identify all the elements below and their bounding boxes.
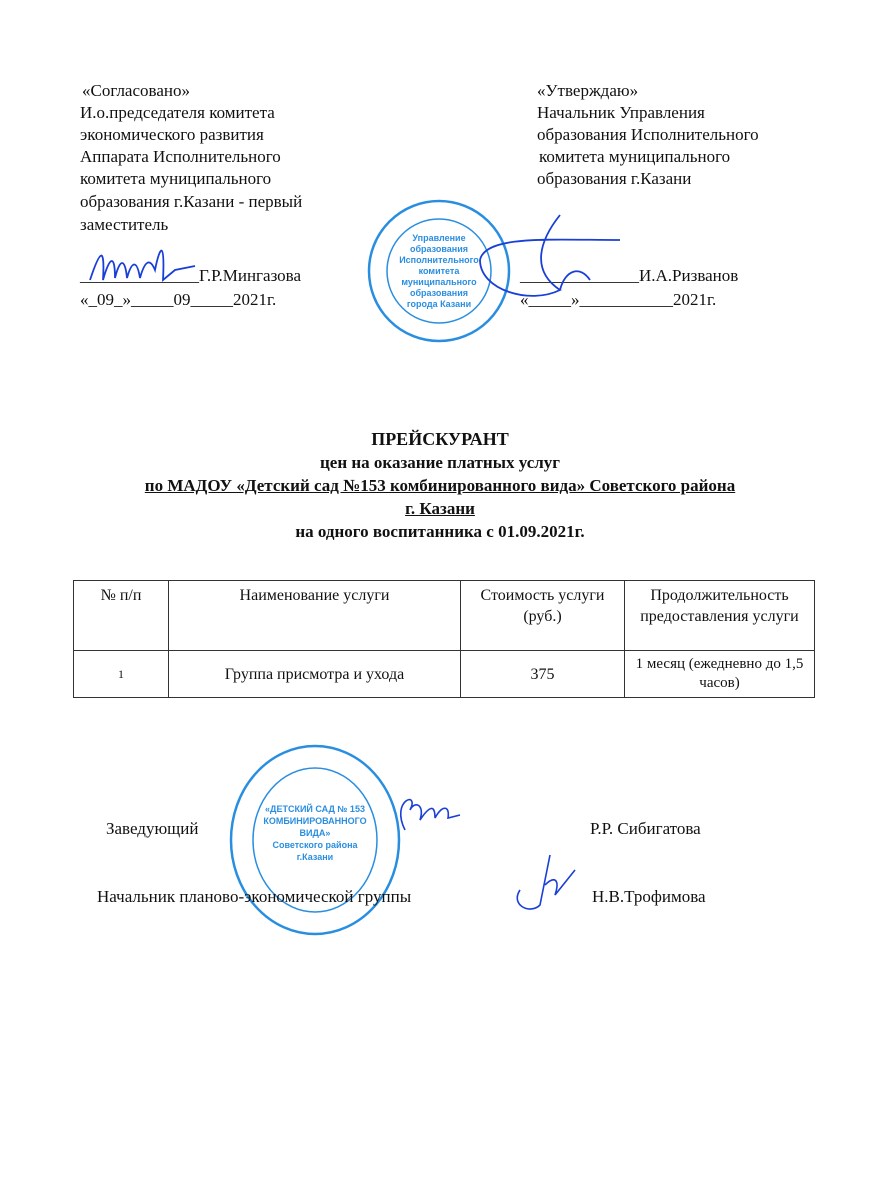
table-header-row [74, 581, 815, 651]
title-line: на одного воспитанника с 01.09.2021г. [295, 522, 585, 541]
approved-line: комитета муниципального [539, 147, 731, 166]
agreed-line: И.о.председателя комитета [80, 103, 275, 122]
svg-text:Советского района: Советского района [272, 840, 358, 850]
header-duration: Продолжительность предоставления услуги [625, 581, 815, 651]
signature-role: Заведующий [106, 819, 199, 838]
agreed-date-line: «_09_»_____09_____2021г. [80, 290, 277, 309]
svg-text:муниципального: муниципального [401, 277, 477, 287]
svg-text:образования: образования [409, 244, 469, 254]
approved-date-line: «_____»___________2021г. [520, 290, 717, 309]
svg-text:ВИДА»: ВИДА» [299, 828, 331, 838]
approved-heading: «Утверждаю» [537, 81, 639, 100]
svg-text:Управление: Управление [412, 233, 466, 243]
approved-signature-line: ______________И.А.Ризванов [520, 266, 739, 285]
header-number: № п/п [74, 581, 169, 651]
svg-text:образования: образования [409, 288, 469, 298]
signature-sibigatova-icon [380, 790, 480, 840]
title-line: по МАДОУ «Детский сад №153 комбинированного вида» Советского района [144, 476, 736, 495]
approved-line: образования Исполнительного [537, 125, 759, 144]
signature-name: Н.В.Трофимова [592, 887, 706, 906]
svg-text:КОМБИНИРОВАННОГО: КОМБИНИРОВАННОГО [263, 816, 367, 826]
agreed-signature-line: ______________Г.Р.Мингазова [80, 266, 302, 285]
svg-text:комитета: комитета [418, 266, 460, 276]
signature-role: Начальник планово-экономической группы [97, 887, 412, 906]
cell-price: 375 [461, 651, 625, 698]
agreed-line: образования г.Казани - первый [80, 192, 303, 211]
svg-text:г.Казани: г.Казани [296, 852, 334, 862]
signature-mingazova-icon [85, 240, 205, 290]
signature-trofimova-icon [500, 850, 590, 920]
cell-service: Группа присмотра и ухода [169, 651, 461, 698]
price-table [73, 580, 815, 698]
cell-duration: 1 месяц (ежедневно до 1,5 часов) [625, 651, 815, 698]
cell-number: 1 [74, 651, 169, 698]
signature-name: Р.Р. Сибигатова [590, 819, 701, 838]
agreed-heading: «Согласовано» [82, 81, 190, 100]
table-row [74, 651, 815, 698]
agreed-line: Аппарата Исполнительного [80, 147, 281, 166]
svg-text:«ДЕТСКИЙ САД № 153: «ДЕТСКИЙ САД № 153 [265, 804, 365, 814]
agreed-line: комитета муниципального [80, 169, 272, 188]
title-line: г. Казани [405, 499, 475, 518]
header-service: Наименование услуги [169, 581, 461, 651]
agreed-line: заместитель [80, 215, 169, 234]
kindergarten-stamp-icon [225, 740, 405, 940]
svg-text:Исполнительного: Исполнительного [399, 255, 479, 265]
signature-rizvanov-icon [470, 210, 630, 320]
approved-line: Начальник Управления [537, 103, 705, 122]
approved-line: образования г.Казани [537, 169, 692, 188]
agreed-line: экономического развития [80, 125, 264, 144]
title-line: цен на оказание платных услуг [319, 453, 561, 472]
document-title: ПРЕЙСКУРАНТ [371, 429, 509, 449]
header-price: Стоимость услуги (руб.) [461, 581, 625, 651]
svg-text:города Казани: города Казани [406, 299, 472, 309]
